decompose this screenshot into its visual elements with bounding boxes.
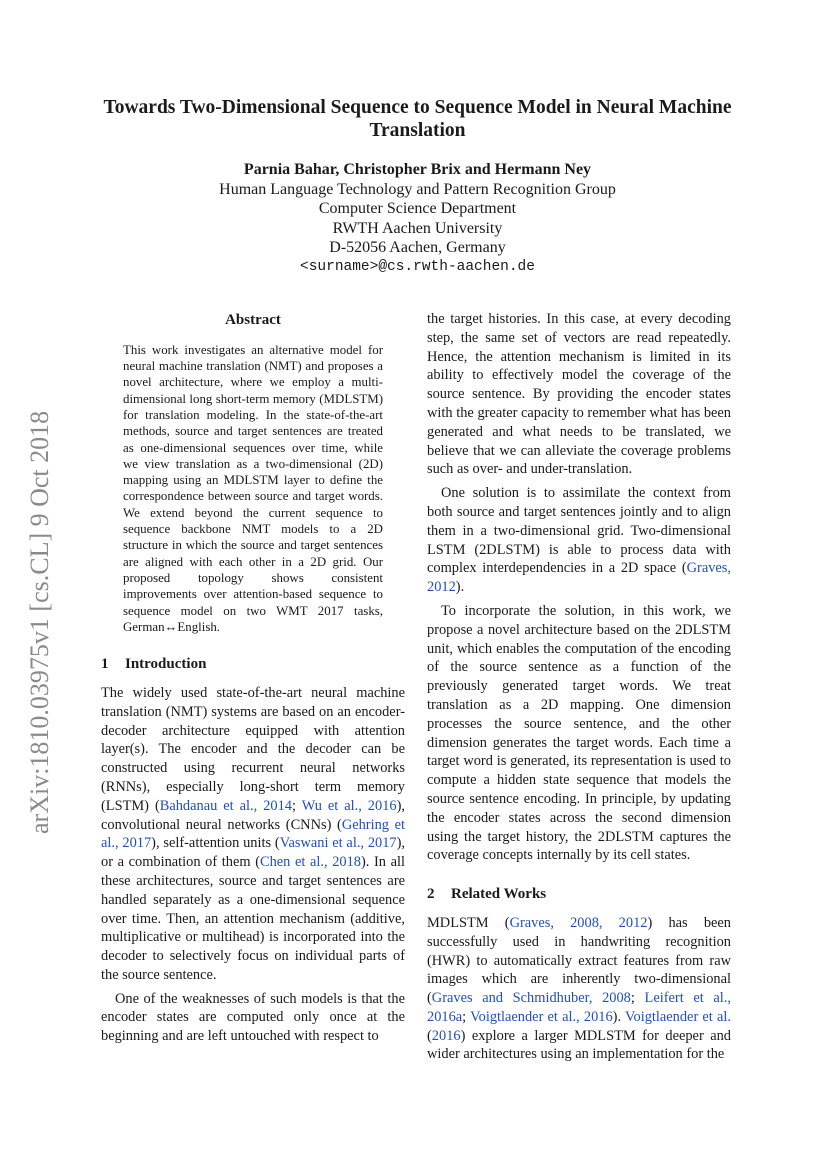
citation-link[interactable]: Wu et al., 2016 [301,797,397,814]
citation-link[interactable]: Graves, 2008, 2012 [509,914,648,931]
paragraph-text: One solution is to assimilate the context from both source and target sentences jointly and to align them in a two-dimensional grid. Two-dimensional LSTM (2DLSTM) is able to process data with complex interdependencies in a 2D space ( [427,485,731,577]
paragraph-text: ). [455,579,465,596]
affiliation-line: D-52056 Aachen, Germany [329,239,506,257]
paragraph-text: ; [291,797,302,814]
section-heading-related-works [427,885,731,904]
arxiv-stamp: arXiv:1810.03975v1 [cs.CL] 9 Oct 2018 [25,410,54,834]
section-title: Introduction [125,656,207,673]
paragraph-text: The widely used state-of-the-art neural machine translation (NMT) systems are based on an encoder-decoder architecture equipped with attention layer(s). The encoder and the decoder can be constructed using recurrent neural networks (RNNs), especially long-short term memory (LSTM) ( [101,684,405,814]
paragraph-text: ; [630,990,645,1007]
intro-paragraph-4: To incorporate the solution, in this work, we propose a novel architecture based on the 2DLSTM unit, which enables the computation of the encoding of the source sentence as a function of the previously generated target words. We treat translation as a 2D mapping. One dimension processes the source sentence, and the other dimension generates the target words. Each time a target word is generated, its representation is used to compute a hidden state sequence that models the source sentence encoding. In principle, by updating the encoder states across the second dimension using the target history, the 2DLSTM captures the coverage concepts internally by its cell states. [427,602,731,864]
paragraph-text: ), or a combination of them ( [101,835,405,871]
right-column [427,310,731,1064]
intro-paragraph-1 [101,684,405,985]
citation-link[interactable]: Voigtlaender et al., 2016 [470,1008,613,1025]
section-number: 2 [427,886,435,903]
citation-link[interactable]: Leifert et al., 2016a [427,990,731,1025]
paragraph-text: ), self-attention units ( [151,835,280,852]
author-block [100,160,735,278]
affiliation-line: Human Language Technology and Pattern Recognition Group [219,180,616,198]
section-title: Related Works [451,886,547,903]
paragraph-text: ). In all these architectures, source and target sentences are handled separately as a one-dimensional sequence over time. Then, an attention mechanism (additive, multiplicative or multihead) is incorporated into the decoder to selectively focus on individual parts of the source sentence. [101,854,405,983]
paragraph-text: ), convolutional neural networks (CNNs) ( [101,797,405,833]
section-number: 1 [101,656,109,673]
affiliation-line: RWTH Aachen University [332,219,503,237]
abstract-body: This work investigates an alternative model for neural machine translation (NMT) and proposes a novel architecture, where we employ a multi-dimensional long short-term memory (MDLSTM) for translation modeling. In the state-of-the-art methods, source and target sentences are treated as one-dimensional sequences over time, while we view translation as a two-dimensional (2D) mapping using an MDLSTM layer to define the correspondence between source and target words. We extend beyond the current sequence to sequence backbone NMT models to a 2D structure in which the source and target sentences are aligned with each other in a 2D grid. Our proposed topology shows consistent improvements over attention-based sequence to sequence model on two WMT 2017 tasks, German↔English. [123,342,383,634]
citation-link[interactable]: Graves and Schmidhuber, 2008 [431,990,631,1007]
related-paragraph-1 [427,914,731,1064]
paragraph-text: ( [427,1027,432,1044]
citation-link[interactable]: Bahdanau et al., 2014 [159,797,292,814]
abstract-heading: Abstract [225,312,281,328]
citation-link[interactable]: 2016 [431,1027,461,1044]
intro-paragraph-2: One of the weaknesses of such models is that the encoder states are computed only once at the beginning and are left untouched with respect to [101,990,405,1045]
affiliation-line: Computer Science Department [318,200,517,218]
citation-link[interactable]: Graves, 2012 [427,560,731,596]
citation-link[interactable]: Voigtlaender et al. [624,1008,731,1025]
section-heading-introduction [101,655,405,674]
paper-title: Towards Two-Dimensional Sequence to Sequence Model in Neural Machine Translation [103,97,732,141]
citation-link[interactable]: Gehring et al., 2017 [101,816,406,852]
citation-link[interactable]: Vaswani et al., 2017 [279,835,397,852]
paragraph-text: ) explore a larger MDLSTM for deeper and wider architectures using an implementation for the [427,1027,731,1063]
citation-link[interactable]: Chen et al., 2018 [259,854,361,871]
paragraph-text: MDLSTM ( [427,914,510,931]
author-names: Parnia Bahar, Christopher Brix and Hermann Ney [243,161,592,178]
paragraph-text: ) has been successfully used in handwriting recognition (HWR) to automatically extract features from raw images which are inherently two-dimensional ( [427,914,731,1007]
intro-paragraph-3 [427,484,731,597]
author-email: <surname>@cs.rwth-aachen.de [300,258,535,275]
paragraph-text: ). [612,1008,625,1025]
intro-paragraph-2-continued: the target histories. In this case, at every decoding step, the same set of vectors are read repeatedly. Hence, the attention mechanism is limited in its ability to effectively model the coverage of the source sentence. By providing the encoder states with the greater capacity to remember what has been generated and what needs to be translated, we believe that we can alleviate the coverage problems such as over- and under-translation. [427,311,731,478]
paragraph-text: ; [462,1008,471,1025]
left-column [101,310,405,1046]
